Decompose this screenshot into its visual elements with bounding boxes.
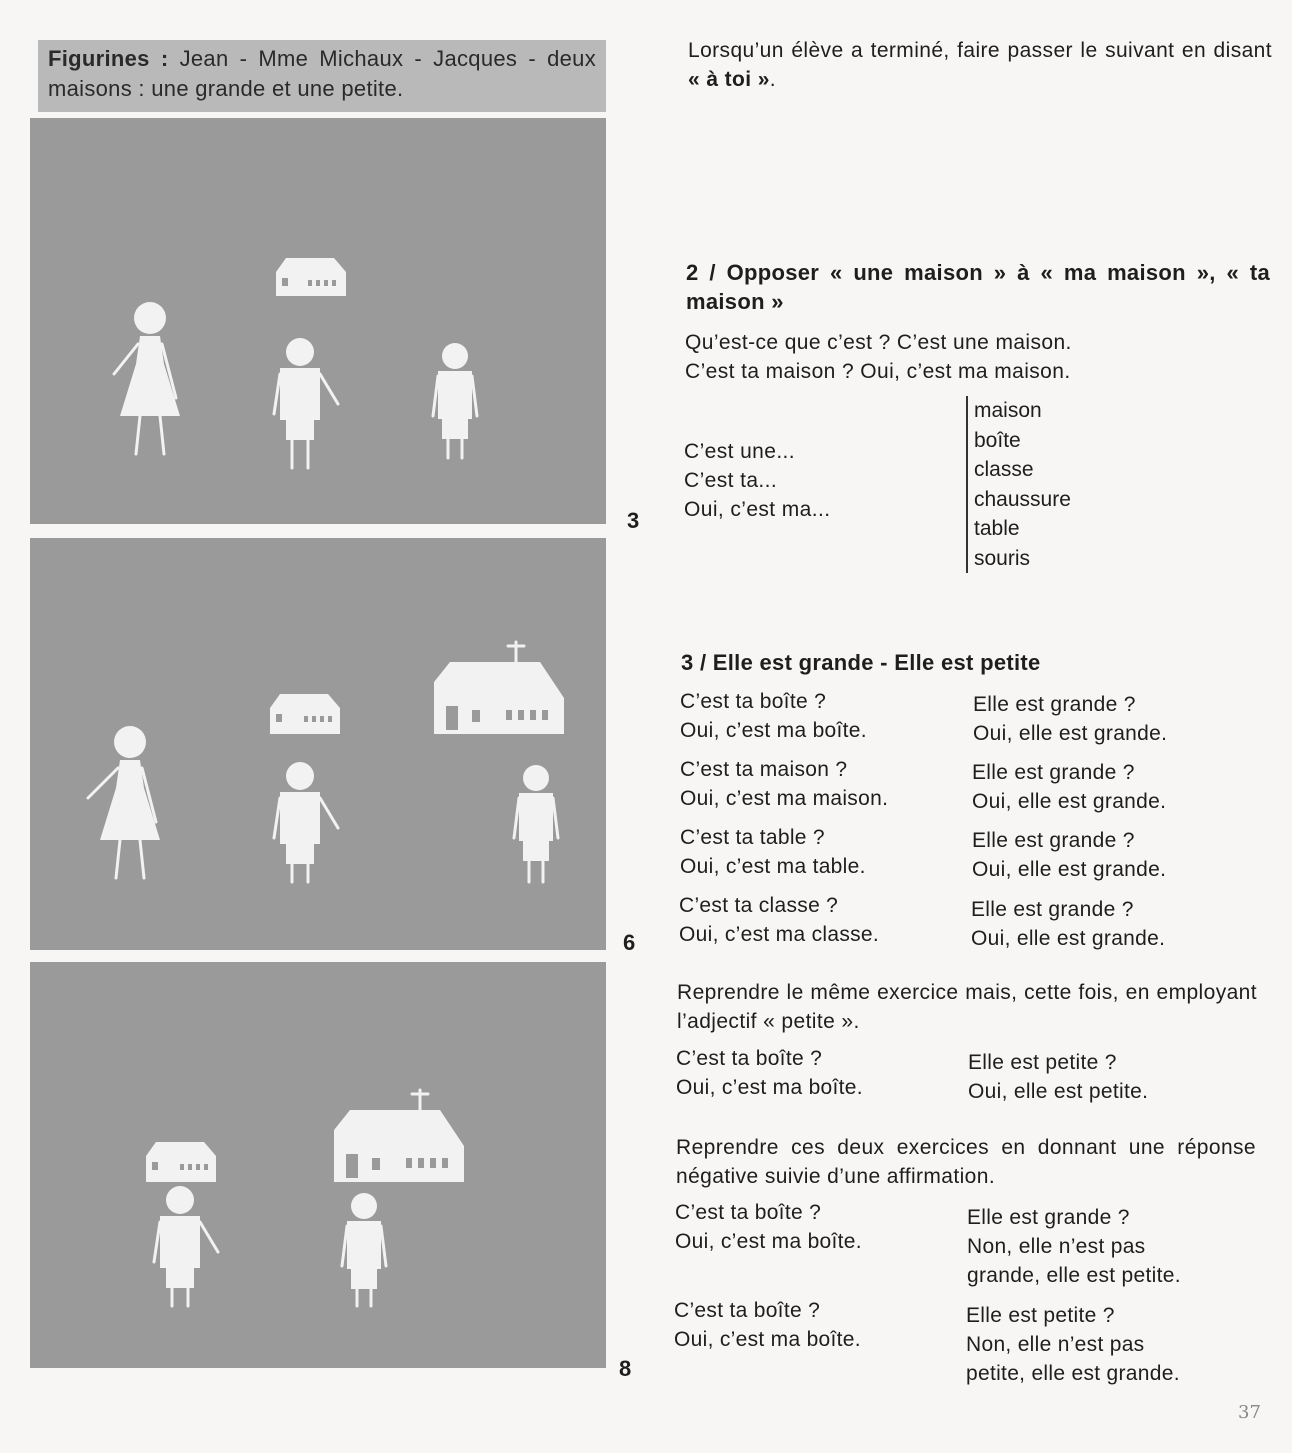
dialogue-line: Oui, c’est ma maison. bbox=[680, 787, 889, 810]
word-list bbox=[966, 396, 1071, 573]
stem-line: C’est une... bbox=[684, 440, 796, 463]
figurines-label: Figurines : bbox=[48, 46, 169, 71]
stem-line: Oui, c’est ma... bbox=[684, 498, 831, 521]
dialogue-line: petite, elle est grande. bbox=[966, 1362, 1180, 1385]
woman-figure bbox=[88, 726, 160, 878]
word-item: souris bbox=[974, 546, 1031, 570]
dialogue-line: Oui, c’est ma table. bbox=[680, 855, 866, 878]
illustration-panel-2 bbox=[30, 538, 606, 950]
figurines-text: Jean - Mme Michaux - Jacques - deux maisons : une grande et une petite. bbox=[48, 46, 596, 101]
dialogue-line: Elle est grande ? bbox=[971, 898, 1134, 921]
section-2-line: Qu’est-ce que c’est ? C’est une maison. bbox=[685, 331, 1072, 354]
panel-number-3: 8 bbox=[619, 1356, 632, 1381]
panel-1-illustration bbox=[30, 118, 606, 524]
small-house-icon bbox=[146, 1142, 216, 1182]
word-item: boîte bbox=[974, 428, 1021, 452]
section-2-line: C’est ta maison ? Oui, c’est ma maison. bbox=[685, 360, 1071, 383]
dialogue-line: Elle est petite ? bbox=[968, 1051, 1117, 1074]
illustration-panel-1 bbox=[30, 118, 606, 524]
dialogue-left bbox=[674, 1296, 861, 1354]
dialogue-left bbox=[680, 755, 888, 813]
dialogue-left bbox=[680, 687, 867, 745]
section-2-heading: 2 / Opposer « une maison » à « ma maison », « ta maison » bbox=[686, 260, 1270, 314]
section-2-stems bbox=[684, 437, 830, 524]
dialogue-line: Non, elle n’est pas bbox=[967, 1235, 1146, 1258]
dialogue-line: Oui, c’est ma classe. bbox=[679, 923, 880, 946]
section-3-heading: 3 / Elle est grande - Elle est petite bbox=[681, 650, 1041, 675]
panel-number-2: 6 bbox=[623, 930, 636, 955]
boy-figure-jean bbox=[154, 1186, 218, 1306]
word-item: maison bbox=[974, 399, 1042, 422]
panel-3-illustration bbox=[30, 962, 606, 1368]
dialogue-line: Oui, c’est ma boîte. bbox=[676, 1076, 863, 1099]
panel-number-1: 3 bbox=[627, 508, 640, 533]
page-number: 37 bbox=[1238, 1402, 1261, 1423]
dialogue-line: Oui, c’est ma boîte. bbox=[674, 1328, 861, 1351]
figurines-box bbox=[38, 40, 606, 112]
instruction-negative: Reprendre ces deux exercices en donnant une réponse négative suivie d’une affirmation. bbox=[676, 1136, 1256, 1188]
dialogue-line: Oui, elle est grande. bbox=[972, 790, 1167, 813]
intro-bold: « à toi » bbox=[688, 68, 770, 91]
intro-paragraph bbox=[688, 36, 1272, 94]
boy-figure-jacques bbox=[514, 765, 558, 882]
dialogue-right bbox=[966, 1301, 1180, 1388]
dialogue-left bbox=[675, 1198, 862, 1256]
illustration-panel-3 bbox=[30, 962, 606, 1368]
dialogue-right bbox=[972, 758, 1166, 816]
dialogue-line: Elle est petite ? bbox=[966, 1304, 1115, 1327]
word-item: classe bbox=[974, 458, 1034, 481]
dialogue-line: Elle est grande ? bbox=[973, 693, 1136, 716]
large-house-icon bbox=[434, 642, 564, 734]
dialogue-line: C’est ta table ? bbox=[680, 826, 825, 849]
large-house-icon bbox=[334, 1090, 464, 1182]
dialogue-line: Oui, elle est grande. bbox=[971, 927, 1166, 950]
instruction-petite: Reprendre le même exercice mais, cette fois, en employant l’adjectif « petite ». bbox=[677, 981, 1257, 1033]
dialogue-right bbox=[967, 1203, 1181, 1290]
dialogue-line: C’est ta maison ? bbox=[680, 758, 848, 781]
dialogue-line: Oui, elle est grande. bbox=[973, 722, 1168, 745]
intro-suffix: . bbox=[769, 68, 777, 91]
dialogue-line: Oui, elle est petite. bbox=[968, 1080, 1149, 1103]
dialogue-right bbox=[971, 895, 1165, 953]
boy-figure-jacques bbox=[342, 1193, 386, 1306]
dialogue-line: Oui, c’est ma boîte. bbox=[680, 719, 867, 742]
dialogue-line: grande, elle est petite. bbox=[967, 1264, 1181, 1287]
dialogue-line: C’est ta classe ? bbox=[679, 894, 839, 917]
section-2-lines bbox=[685, 328, 1269, 386]
dialogue-line: C’est ta boîte ? bbox=[680, 690, 827, 713]
word-item: table bbox=[974, 517, 1020, 540]
dialogue-line: C’est ta boîte ? bbox=[675, 1201, 822, 1224]
dialogue-right bbox=[968, 1048, 1148, 1106]
dialogue-left bbox=[679, 891, 879, 949]
dialogue-right bbox=[972, 826, 1166, 884]
dialogue-right bbox=[973, 690, 1167, 748]
word-item: chaussure bbox=[974, 487, 1071, 511]
dialogue-line: Elle est grande ? bbox=[972, 761, 1135, 784]
intro-text: Lorsqu’un élève a terminé, faire passer le suivant en disant bbox=[688, 39, 1272, 62]
dialogue-line: Elle est grande ? bbox=[972, 829, 1135, 852]
boy-figure-jean bbox=[274, 338, 338, 468]
boy-figure-jacques bbox=[433, 343, 477, 458]
dialogue-line: Oui, c’est ma boîte. bbox=[675, 1230, 862, 1253]
boy-figure-jean bbox=[274, 762, 338, 882]
panel-2-illustration bbox=[30, 538, 606, 950]
stem-line: C’est ta... bbox=[684, 469, 778, 492]
dialogue-left bbox=[680, 823, 866, 881]
dialogue-line: Elle est grande ? bbox=[967, 1206, 1130, 1229]
dialogue-line: C’est ta boîte ? bbox=[674, 1299, 821, 1322]
small-house-icon bbox=[270, 694, 340, 734]
small-house-icon bbox=[276, 258, 346, 296]
dialogue-line: Oui, elle est grande. bbox=[972, 858, 1167, 881]
woman-figure bbox=[114, 302, 180, 454]
dialogue-line: C’est ta boîte ? bbox=[676, 1047, 823, 1070]
dialogue-left bbox=[676, 1044, 863, 1102]
dialogue-line: Non, elle n’est pas bbox=[966, 1333, 1145, 1356]
